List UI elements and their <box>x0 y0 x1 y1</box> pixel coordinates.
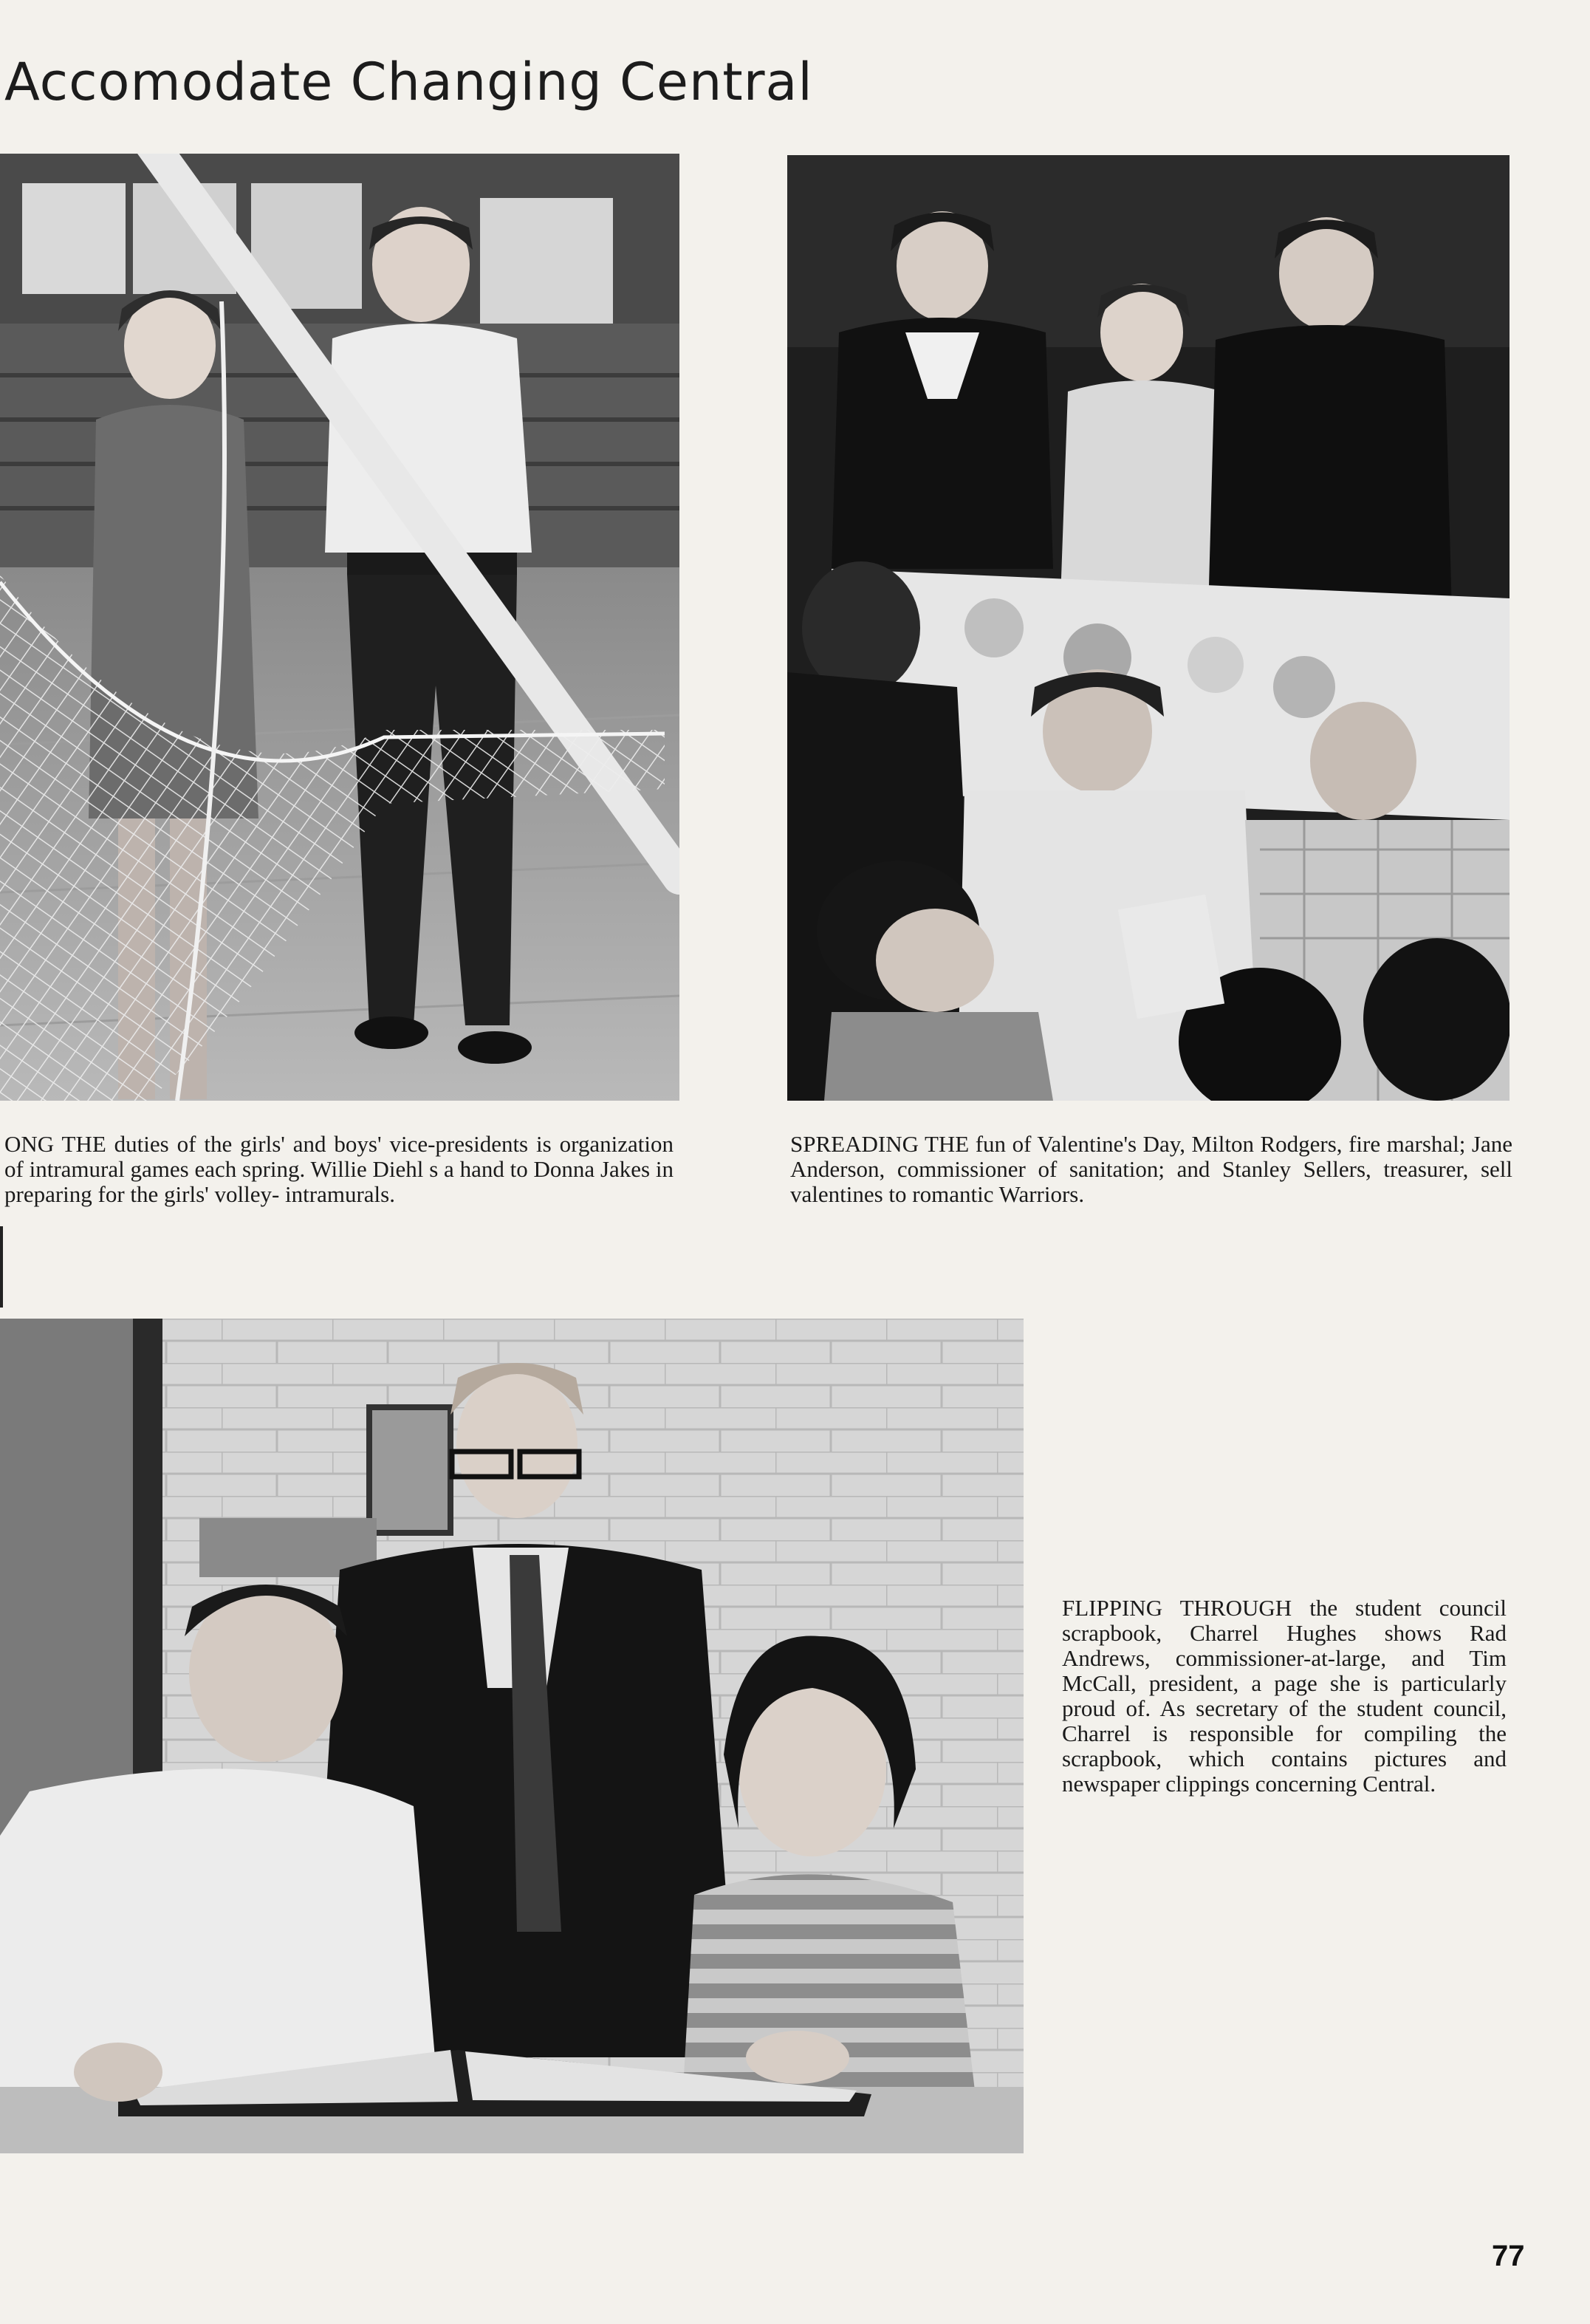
gutter-mark <box>0 1226 3 1308</box>
scrapbook-photo <box>0 1319 1024 2153</box>
page-headline: Accomodate Changing Central <box>4 52 813 112</box>
volleyball-net-photo-art <box>0 154 679 1101</box>
volleyball-net-photo <box>0 154 679 1101</box>
scrapbook-photo-art <box>0 1319 1024 2153</box>
valentine-caption: SPREADING THE fun of Valentine's Day, Milton Rodgers, fire marshal; Jane Anderson, commissioner of sanitation; and Stanley Sellers, treasurer, sell valentines to romantic Warriors. <box>790 1131 1512 1207</box>
valentine-sale-photo <box>787 155 1510 1101</box>
valentine-sale-photo-art <box>787 155 1510 1101</box>
page-number: 77 <box>1492 2240 1525 2272</box>
volleyball-caption: ONG THE duties of the girls' and boys' vice-presidents is organization of intramural games each spring. Willie Diehl s a hand to Donna Jakes in preparing for the girls' volley- intramurals. <box>4 1131 674 1207</box>
scrapbook-caption: FLIPPING THROUGH the student council scrapbook, Charrel Hughes shows Rad Andrews, commissioner-at-large, and Tim McCall, president, a page she is particularly proud of. As secretary of the student council, Charrel is responsible for compiling the scrapbook, which contains pictures and newspaper clippings concerning Central. <box>1062 1595 1507 1797</box>
